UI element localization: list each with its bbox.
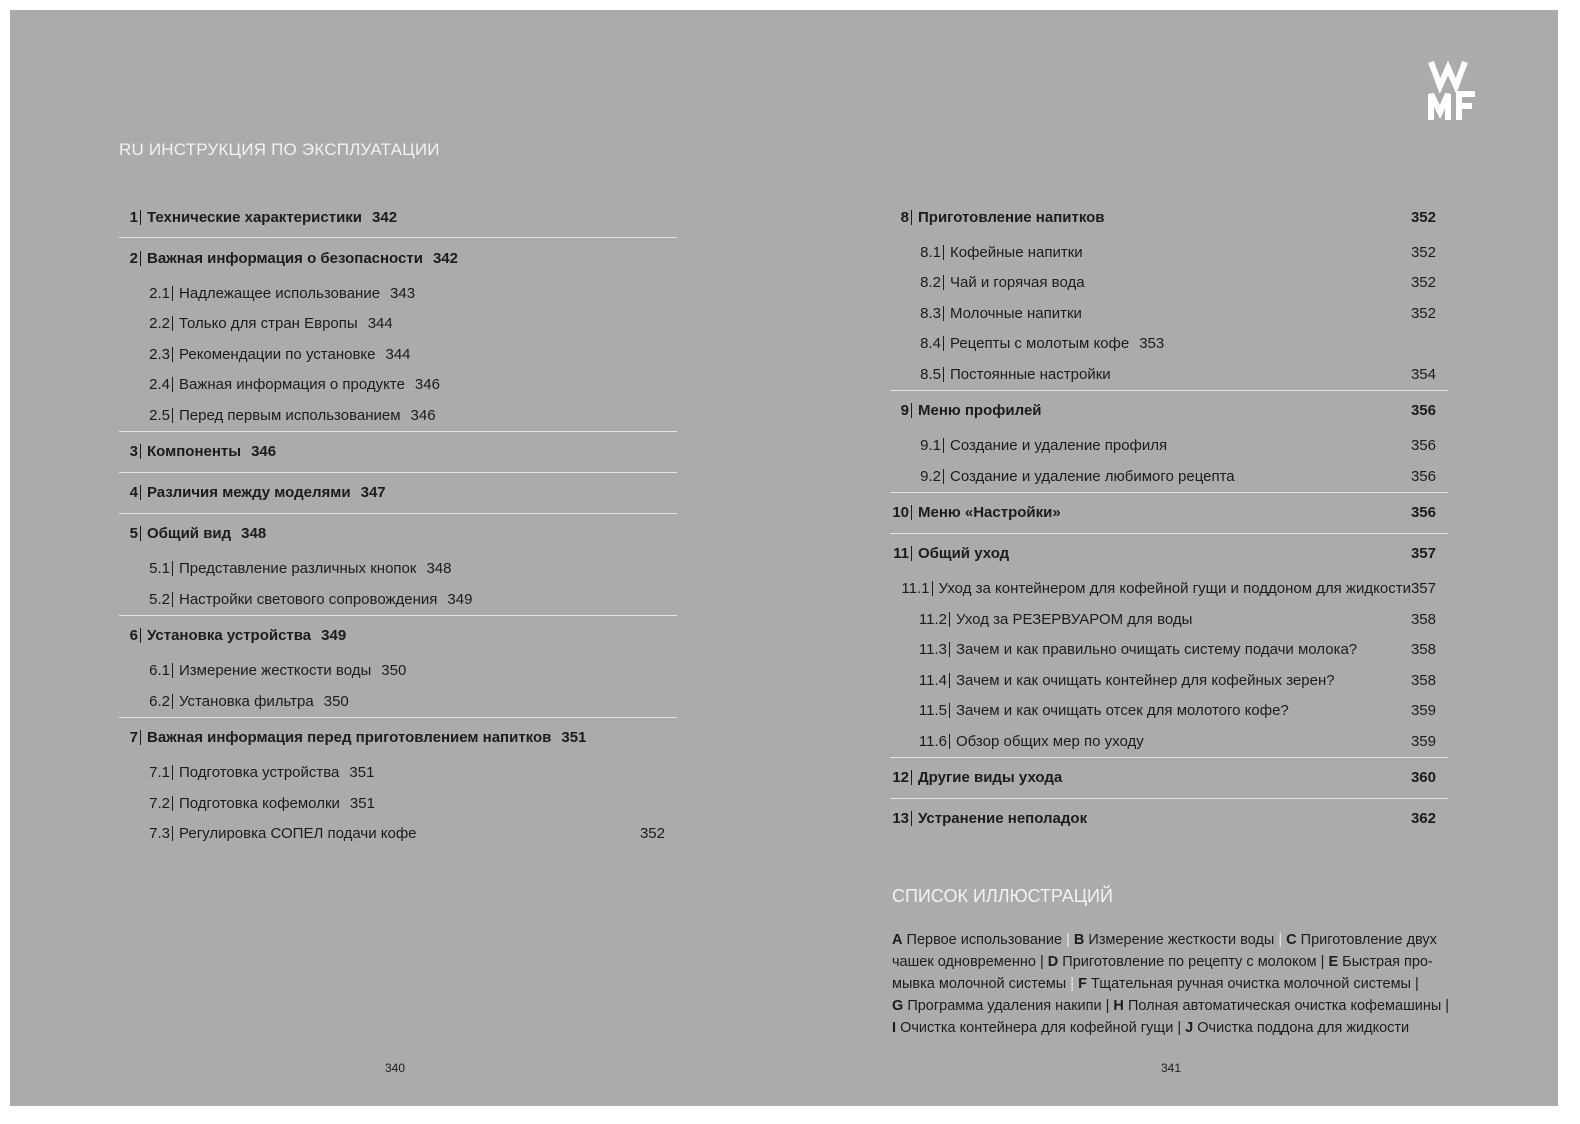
section-number: 8 [890, 210, 912, 225]
item-number: 8.5 [890, 367, 944, 382]
toc-item[interactable] [890, 298, 1448, 329]
page-ref: 357 [1410, 545, 1436, 562]
toc-section [119, 432, 677, 473]
toc-heading[interactable] [119, 432, 677, 472]
toc-section [119, 718, 677, 850]
toc-item[interactable] [890, 461, 1448, 492]
section-number: 2 [119, 251, 141, 266]
page-ref: 346 [410, 406, 436, 424]
toc-section [890, 493, 1448, 534]
page-ref: 360 [1410, 769, 1436, 786]
item-label: Молочные напитки [950, 304, 1082, 322]
section-label: Общий уход [918, 545, 1010, 562]
toc-heading[interactable] [119, 238, 677, 278]
item-label: Только для стран Европы [179, 315, 358, 333]
item-number: 5.1 [119, 561, 173, 576]
page-ref: 352 [1410, 304, 1436, 322]
toc-section [890, 799, 1448, 839]
item-label: Измерение жесткости воды [179, 662, 372, 680]
illustrations-list: A Первое использование | B Измерение жесткости воды | C Приготовление двух чашек одновременно | D Приготовление по рецепту с молоком | E Быстрая про- мывка молочной системы | F Тщательная ручная очистка молочной системы | G Программа удаления накипи | H Полная автоматическая очистка кофемашины | I Очистка контейнера для кофейной гущи | J Очистка поддона для жидкости [892, 932, 1450, 1036]
illus-text: Полная автоматическая очистка кофемашины [1127, 998, 1442, 1014]
toc-item[interactable] [890, 574, 1448, 605]
toc-heading[interactable] [890, 534, 1448, 574]
page-ref: 357 [1410, 580, 1436, 598]
toc-heading[interactable] [119, 718, 677, 758]
toc-item[interactable] [119, 370, 677, 401]
section-number: 3 [119, 444, 141, 459]
toc-item[interactable] [890, 635, 1448, 666]
item-number: 8.4 [890, 336, 944, 351]
section-label: Устранение неполадок [918, 810, 1088, 827]
item-number: 11.3 [890, 642, 950, 657]
section-label: Меню «Настройки» [918, 504, 1061, 521]
illus-letter: C [1286, 932, 1297, 948]
toc-section [890, 534, 1448, 758]
page-ref: 351 [349, 794, 375, 812]
item-number: 7.1 [119, 765, 173, 780]
item-label: Регулировка СОПЕЛ подачи кофе [179, 825, 417, 843]
section-label: Установка устройства [147, 627, 312, 644]
item-label: Обзор общих мер по уходу [956, 732, 1144, 750]
toc-item[interactable] [119, 584, 677, 615]
section-number: 6 [119, 628, 141, 643]
toc-heading[interactable] [119, 197, 677, 237]
item-label: Подготовка устройства [179, 764, 340, 782]
section-label: Важная информация перед приготовлением напитков [147, 729, 552, 746]
item-label: Перед первым использованием [179, 406, 401, 424]
item-number: 9.2 [890, 469, 944, 484]
page-ref: 349 [321, 627, 347, 644]
page-ref: 362 [1410, 810, 1436, 827]
toc-item[interactable] [890, 604, 1448, 635]
item-label: Создание и удаление любимого рецепта [950, 467, 1235, 485]
page-ref: 348 [241, 525, 267, 542]
illus-letter: I [892, 1020, 897, 1036]
page-ref: 348 [426, 560, 452, 578]
toc-heading[interactable] [890, 758, 1448, 798]
item-number: 7.2 [119, 796, 173, 811]
illus-letter: B [1073, 932, 1085, 948]
illus-text: Первое использование [906, 932, 1063, 948]
item-label: Подготовка кофемолки [179, 794, 340, 812]
page-ref: 342 [372, 208, 398, 226]
illus-text: Приготовление по рецепту с молоком [1062, 954, 1317, 970]
page-ref: 356 [1410, 437, 1436, 455]
page-ref: 350 [323, 692, 349, 710]
page-ref: 356 [1410, 504, 1436, 521]
toc-section [119, 238, 677, 432]
section-label: Технические характеристики [147, 208, 363, 226]
illus-text: чашек одновременно [892, 954, 1036, 970]
toc-heading[interactable] [119, 514, 677, 554]
item-label: Рецепты с молотым кофе [950, 335, 1130, 353]
toc-item[interactable] [119, 339, 677, 370]
illus-text: Приготовление двух [1300, 932, 1437, 948]
toc-item[interactable] [890, 726, 1448, 757]
page-ref: 356 [1410, 467, 1436, 485]
toc-right-column [890, 197, 1448, 839]
page-ref: 356 [1410, 402, 1436, 419]
illus-letter: E [1328, 954, 1339, 970]
toc-item[interactable] [890, 665, 1448, 696]
section-number: 1 [119, 210, 141, 225]
toc-section [119, 473, 677, 514]
item-label: Кофейные напитки [950, 243, 1083, 261]
section-label: Приготовление напитков [918, 208, 1105, 226]
item-number: 6.1 [119, 663, 173, 678]
illus-text: Программа удаления накипи [907, 998, 1102, 1014]
page-ref: 349 [447, 590, 473, 608]
section-label: Другие виды ухода [918, 769, 1063, 786]
page-ref: 359 [1410, 702, 1436, 720]
item-number: 2.4 [119, 377, 173, 392]
toc-heading[interactable] [119, 473, 677, 513]
toc-heading[interactable] [890, 799, 1448, 839]
toc-item[interactable] [890, 237, 1448, 268]
toc-item[interactable] [119, 758, 677, 789]
item-number: 2.5 [119, 408, 173, 423]
page-number-right: 341 [1161, 1061, 1182, 1075]
section-number: 4 [119, 485, 141, 500]
illus-text: Тщательная ручная очистка молочной системы [1090, 976, 1411, 992]
item-number: 5.2 [119, 592, 173, 607]
illus-text: мывка молочной системы [892, 976, 1067, 992]
item-label: Представление различных кнопок [179, 560, 417, 578]
toc-item[interactable] [119, 819, 677, 850]
item-number: 8.3 [890, 306, 944, 321]
section-number: 12 [890, 770, 912, 785]
toc-left-column [119, 197, 677, 849]
page-ref: 351 [349, 764, 375, 782]
section-label: Меню профилей [918, 402, 1042, 419]
toc-item[interactable] [890, 431, 1448, 462]
page-ref: 358 [1410, 671, 1436, 689]
item-number: 9.1 [890, 438, 944, 453]
toc-section [119, 197, 677, 238]
toc-section [119, 616, 677, 718]
illus-text: Измерение жесткости воды [1088, 932, 1275, 948]
item-number: 8.2 [890, 275, 944, 290]
wmf-logo [1427, 58, 1483, 124]
item-label: Зачем и как очищать отсек для молотого кофе? [956, 702, 1289, 720]
toc-item[interactable] [890, 329, 1448, 360]
item-number: 2.2 [119, 316, 173, 331]
toc-item[interactable] [119, 788, 677, 819]
toc-heading[interactable] [890, 197, 1448, 237]
toc-section [890, 197, 1448, 391]
page-ref: 358 [1410, 641, 1436, 659]
item-number: 11.6 [890, 734, 950, 749]
page-ref: 358 [1410, 610, 1436, 628]
toc-item[interactable] [119, 309, 677, 340]
illustrations-title: СПИСОК ИЛЛЮСТРАЦИЙ [892, 886, 1113, 906]
toc-item[interactable] [890, 696, 1448, 727]
item-number: 11.5 [890, 703, 950, 718]
illus-text: Очистка поддона для жидкости [1197, 1020, 1410, 1036]
item-label: Надлежащее использование [179, 284, 381, 302]
section-label: Общий вид [147, 525, 232, 542]
illus-letter: J [1185, 1020, 1194, 1036]
section-number: 10 [890, 505, 912, 520]
page-ref: 351 [561, 729, 587, 746]
page-ref: 352 [639, 825, 665, 843]
item-label: Установка фильтра [179, 692, 314, 710]
item-number: 11.2 [890, 612, 950, 627]
page-number-left: 340 [385, 1061, 406, 1075]
toc-item[interactable] [119, 400, 677, 431]
page-ref: 347 [360, 484, 386, 501]
item-label: Зачем и как правильно очищать систему подачи молока? [956, 641, 1358, 659]
page-ref: 343 [390, 284, 416, 302]
toc-heading[interactable] [119, 616, 677, 656]
item-label: Зачем и как очищать контейнер для кофейных зерен? [956, 671, 1335, 689]
page-ref: 352 [1410, 243, 1436, 261]
page-ref: 350 [381, 662, 407, 680]
toc-item[interactable] [119, 686, 677, 717]
page-ref: 346 [251, 443, 277, 460]
illus-letter: A [892, 932, 903, 948]
illus-letter: F [1078, 976, 1087, 992]
illus-letter: D [1047, 954, 1059, 970]
item-label: Постоянные настройки [950, 365, 1111, 383]
toc-item[interactable] [119, 656, 677, 687]
section-number: 13 [890, 811, 912, 826]
item-number: 6.2 [119, 694, 173, 709]
toc-item[interactable] [890, 359, 1448, 390]
page-ref: 352 [1410, 274, 1436, 292]
toc-heading[interactable] [890, 493, 1448, 533]
toc-item[interactable] [119, 554, 677, 585]
document-title: RU ИНСТРУКЦИЯ ПО ЭКСПЛУАТАЦИИ [119, 140, 440, 159]
item-label: Настройки светового сопровождения [179, 590, 438, 608]
page-ref: 353 [1139, 335, 1165, 353]
toc-section [890, 391, 1448, 493]
item-label: Рекомендации по установке [179, 345, 376, 363]
item-label: Уход за контейнером для кофейной гущи и поддоном для жидкости [938, 580, 1411, 598]
toc-section [119, 514, 677, 616]
item-label: Важная информация о продукте [179, 376, 405, 394]
page-ref: 359 [1410, 732, 1436, 750]
section-number: 9 [890, 403, 912, 418]
item-number: 11.4 [890, 673, 950, 688]
section-label: Важная информация о безопасности [147, 249, 423, 267]
illus-letter: H [1113, 998, 1124, 1014]
item-label: Уход за РЕЗЕРВУАРОМ для воды [956, 610, 1193, 628]
section-number: 7 [119, 730, 141, 745]
item-number: 11.1 [890, 581, 933, 596]
illus-text: Очистка контейнера для кофейной гущи [900, 1020, 1174, 1036]
section-label: Различия между моделями [147, 484, 351, 501]
illus-text: Быстрая про- [1342, 954, 1433, 970]
section-label: Компоненты [147, 443, 242, 460]
item-label: Чай и горячая вода [950, 274, 1085, 292]
page-ref: 346 [414, 376, 440, 394]
page-ref: 352 [1410, 208, 1436, 226]
illus-letter: G [892, 998, 904, 1014]
toc-item[interactable] [119, 278, 677, 309]
page-ref: 354 [1410, 365, 1436, 383]
page-ref: 344 [385, 345, 411, 363]
page-ref: 342 [432, 249, 458, 267]
section-number: 11 [890, 546, 912, 561]
section-number: 5 [119, 526, 141, 541]
item-number: 2.3 [119, 347, 173, 362]
toc-section [890, 758, 1448, 799]
item-number: 2.1 [119, 286, 173, 301]
item-label: Создание и удаление профиля [950, 437, 1168, 455]
toc-item[interactable] [890, 268, 1448, 299]
page-ref: 344 [367, 315, 393, 333]
toc-heading[interactable] [890, 391, 1448, 431]
item-number: 8.1 [890, 245, 944, 260]
item-number: 7.3 [119, 826, 173, 841]
